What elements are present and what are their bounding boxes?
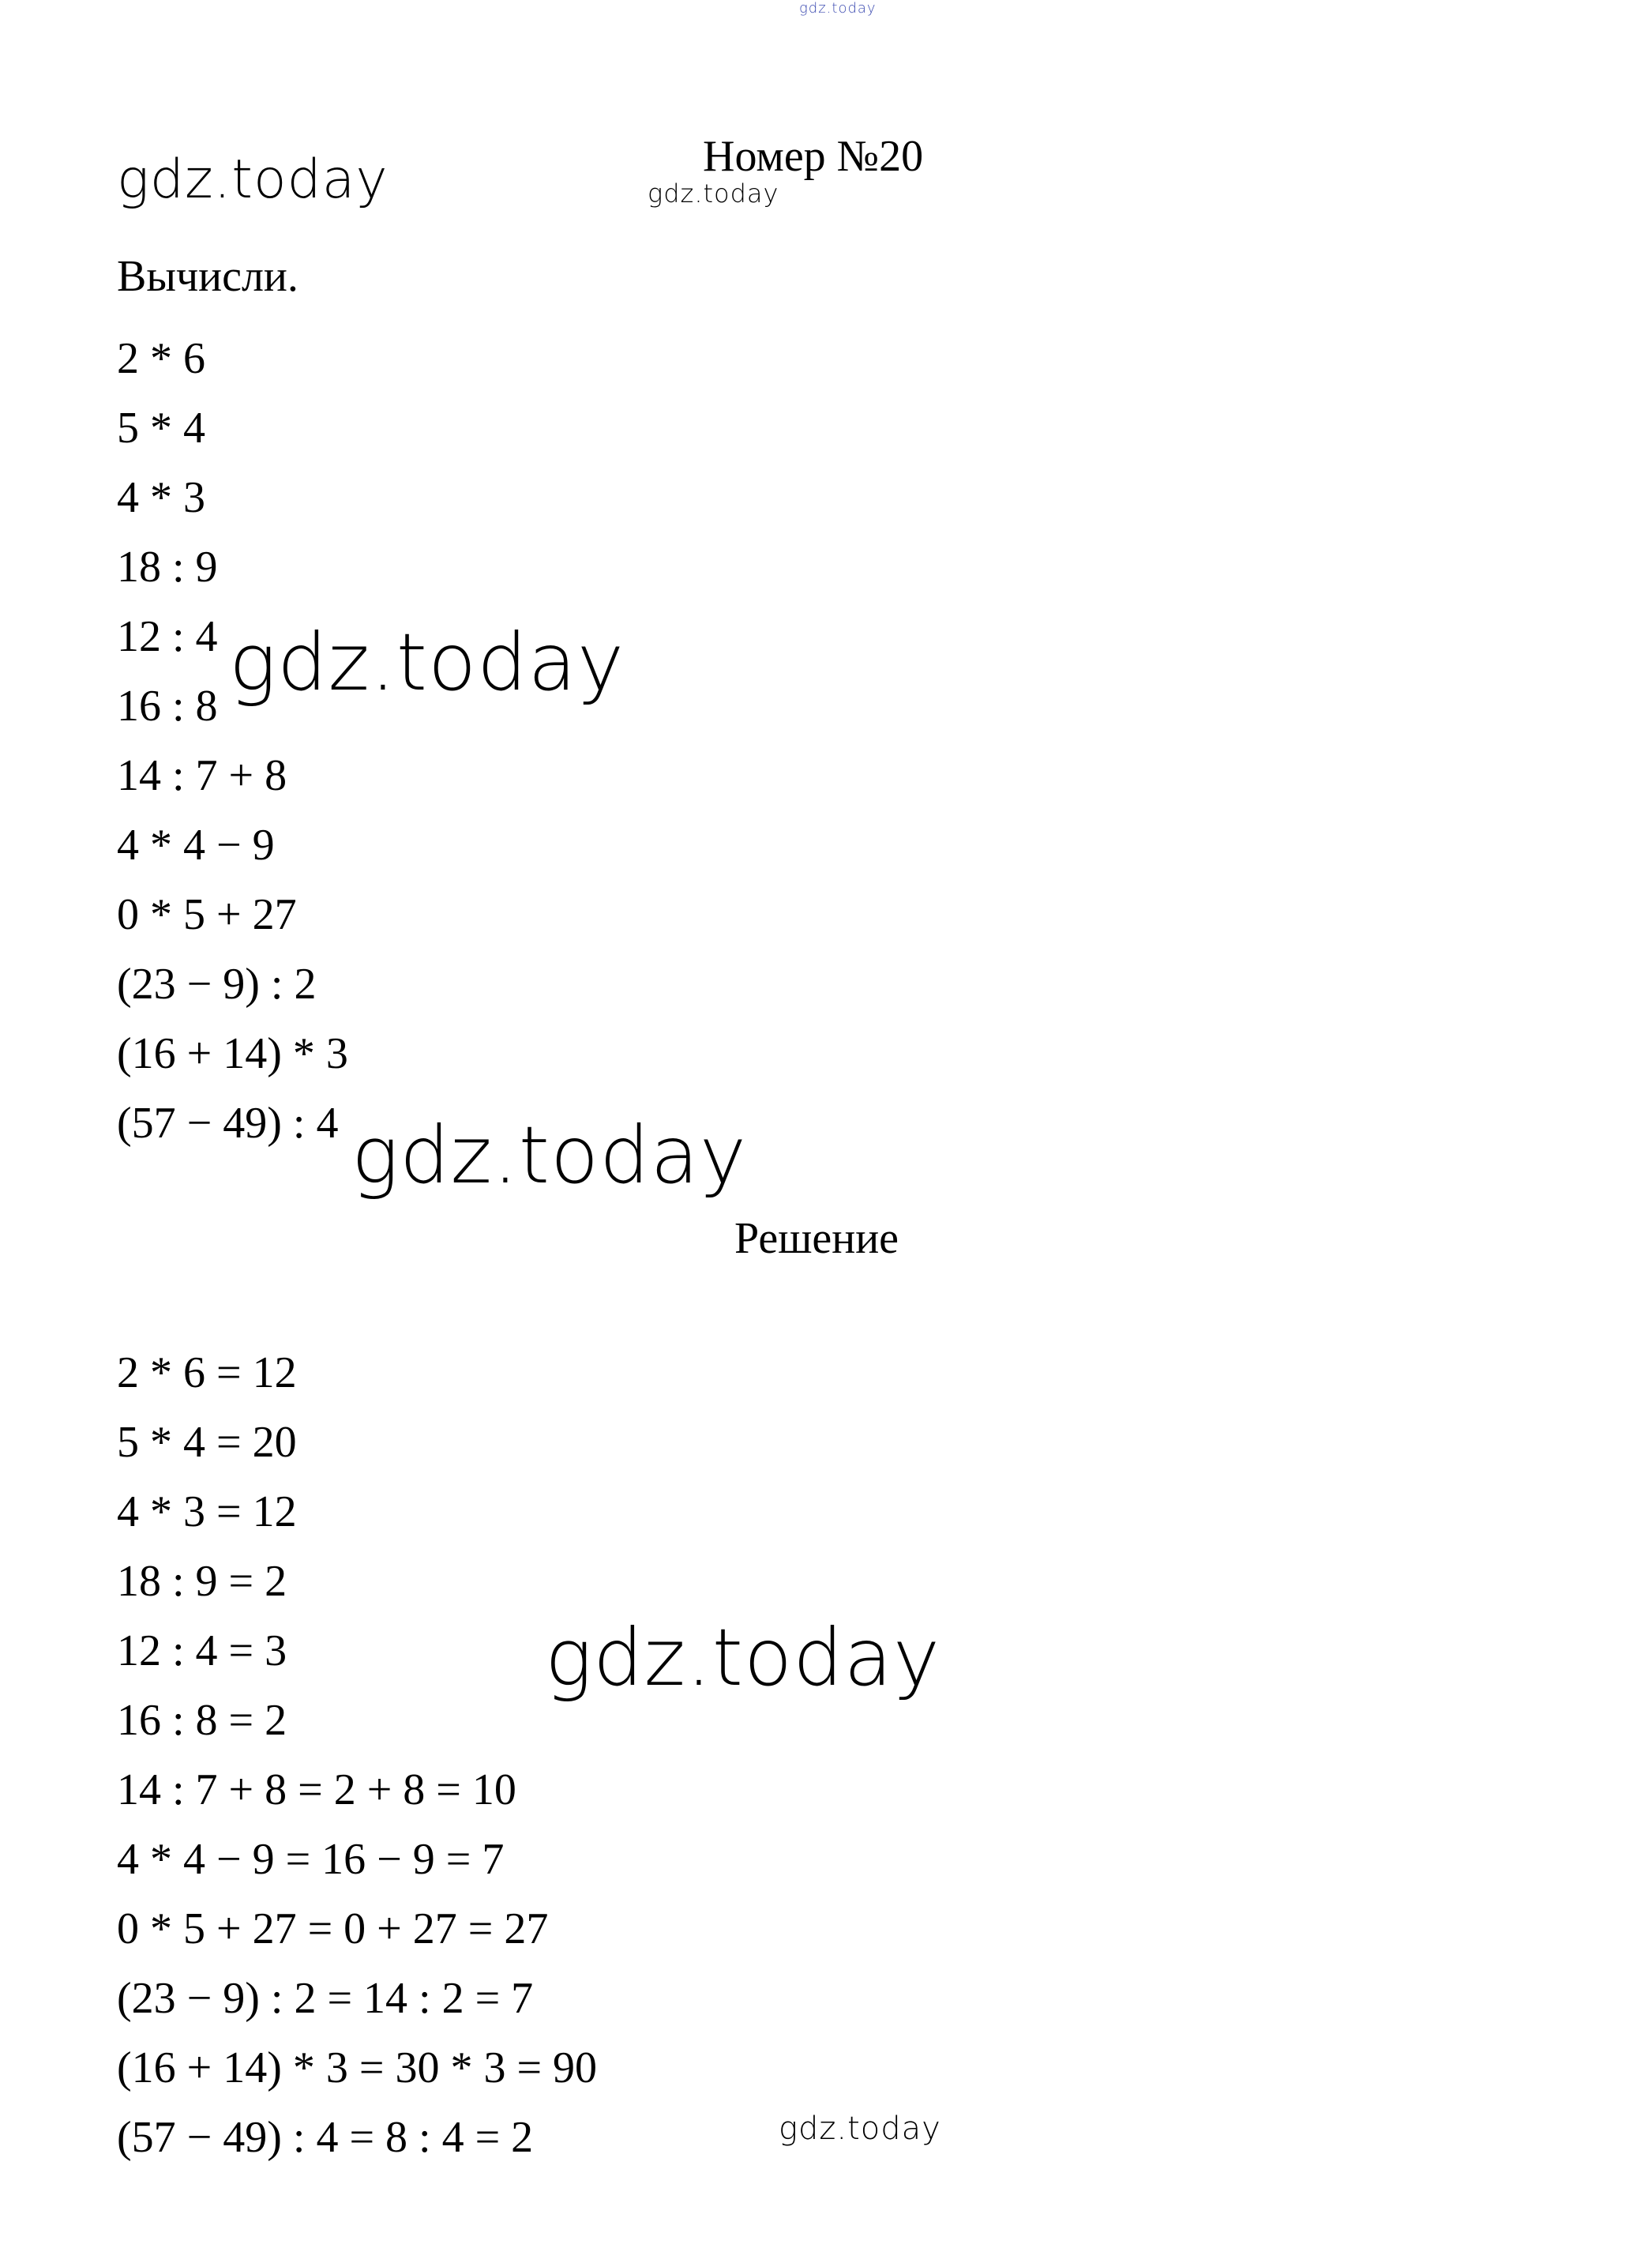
- solution-heading: Решение: [734, 1214, 899, 1263]
- answer-item: 18 : 9 = 2: [117, 1557, 287, 1606]
- answer-item: 14 : 7 + 8 = 2 + 8 = 10: [117, 1765, 516, 1814]
- watermark-mid-tasks: gdz.today: [229, 616, 625, 709]
- watermark-mid-answers: gdz.today: [545, 1611, 941, 1704]
- watermark-bottom: gdz.today: [779, 2111, 941, 2147]
- watermark-header: gdz.today: [117, 148, 389, 211]
- task-list: [117, 324, 348, 1158]
- task-instruction: Вычисли.: [117, 252, 298, 301]
- answer-list: [117, 1338, 597, 2172]
- answer-item: 0 * 5 + 27 = 0 + 27 = 27: [117, 1904, 549, 1953]
- task-item: 16 : 8: [117, 682, 218, 731]
- answer-item: (57 − 49) : 4 = 8 : 4 = 2: [117, 2113, 534, 2162]
- answer-item: 5 * 4 = 20: [117, 1418, 297, 1467]
- page-title: Номер №20: [703, 132, 924, 181]
- answer-item: 12 : 4 = 3: [117, 1626, 287, 1675]
- task-item: 5 * 4: [117, 404, 205, 453]
- answer-item: 4 * 3 = 12: [117, 1487, 297, 1536]
- task-item: 14 : 7 + 8: [117, 751, 287, 800]
- task-item: (23 − 9) : 2: [117, 960, 317, 1009]
- task-item: (16 + 14) * 3: [117, 1029, 348, 1078]
- watermark-after-tasks: gdz.today: [351, 1109, 748, 1201]
- answer-item: 16 : 8 = 2: [117, 1696, 287, 1745]
- answer-item: (16 + 14) * 3 = 30 * 3 = 90: [117, 2043, 598, 2092]
- task-item: 0 * 5 + 27: [117, 890, 297, 939]
- task-item: 18 : 9: [117, 543, 218, 592]
- watermark-tiny-top: gdz.today: [799, 0, 877, 17]
- task-item: 2 * 6: [117, 334, 205, 383]
- task-item: 4 * 3: [117, 473, 205, 522]
- task-item: 12 : 4: [117, 612, 218, 661]
- answer-item: (23 − 9) : 2 = 14 : 2 = 7: [117, 1974, 534, 2023]
- answer-item: 4 * 4 − 9 = 16 − 9 = 7: [117, 1835, 505, 1884]
- watermark-near-title: gdz.today: [648, 179, 779, 209]
- task-item: (57 − 49) : 4: [117, 1099, 339, 1148]
- task-item: 4 * 4 − 9: [117, 821, 275, 870]
- answer-item: 2 * 6 = 12: [117, 1348, 297, 1397]
